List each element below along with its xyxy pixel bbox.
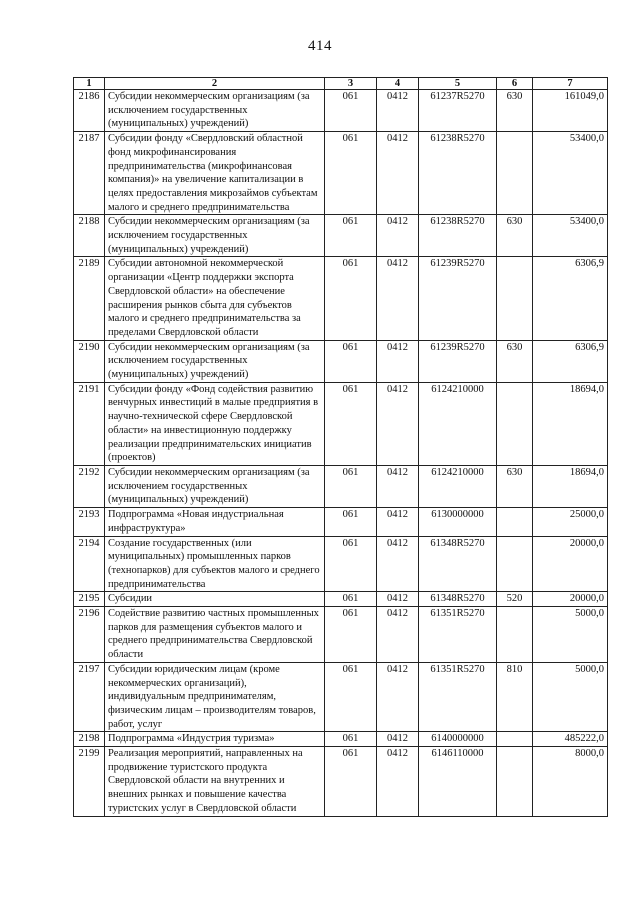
row-amount: 485222,0 bbox=[533, 732, 608, 747]
row-code-4: 0412 bbox=[377, 257, 419, 340]
row-code-5: 6124210000 bbox=[419, 465, 497, 507]
row-code-6: 630 bbox=[497, 215, 533, 257]
row-amount: 5000,0 bbox=[533, 662, 608, 732]
row-code-5: 6124210000 bbox=[419, 382, 497, 465]
row-code-6 bbox=[497, 747, 533, 817]
column-header: 3 bbox=[325, 78, 377, 90]
row-name: Субсидии некоммерческим организациям (за исключением государственных (муниципальных) учреждений) bbox=[105, 465, 325, 507]
row-code-5: 6130000000 bbox=[419, 508, 497, 536]
row-code-4: 0412 bbox=[377, 382, 419, 465]
row-amount: 53400,0 bbox=[533, 215, 608, 257]
row-code-5: 61351R5270 bbox=[419, 607, 497, 663]
row-code-3: 061 bbox=[325, 536, 377, 592]
row-code-3: 061 bbox=[325, 90, 377, 132]
row-code-5: 61237R5270 bbox=[419, 90, 497, 132]
row-amount: 18694,0 bbox=[533, 465, 608, 507]
row-name: Субсидии автономной некоммерческой организации «Центр поддержки экспорта Свердловской области» на обеспечение расширения рынков сбыта для субъектов малого и среднего предпринимательства за пределами Свердловской области bbox=[105, 257, 325, 340]
row-code-4: 0412 bbox=[377, 536, 419, 592]
row-name: Субсидии фонду «Свердловский областной фонд микрофинансирования предпринимательства (микрофинансовая компания)» на увеличение капитализации в целях предоставления микрозаймов субъектам малого и среднего предпринимательства bbox=[105, 132, 325, 215]
table-row bbox=[74, 662, 608, 732]
row-code-5: 61238R5270 bbox=[419, 215, 497, 257]
row-code-3: 061 bbox=[325, 465, 377, 507]
row-amount: 5000,0 bbox=[533, 607, 608, 663]
row-code-6: 810 bbox=[497, 662, 533, 732]
row-code-5: 6146110000 bbox=[419, 747, 497, 817]
row-name: Подпрограмма «Новая индустриальная инфраструктура» bbox=[105, 508, 325, 536]
row-number: 2186 bbox=[74, 90, 105, 132]
row-number: 2191 bbox=[74, 382, 105, 465]
row-code-6 bbox=[497, 536, 533, 592]
row-code-4: 0412 bbox=[377, 215, 419, 257]
row-amount: 161049,0 bbox=[533, 90, 608, 132]
table-row bbox=[74, 592, 608, 607]
row-name: Субсидии некоммерческим организациям (за исключением государственных (муниципальных) учреждений) bbox=[105, 215, 325, 257]
row-code-4: 0412 bbox=[377, 592, 419, 607]
row-number: 2192 bbox=[74, 465, 105, 507]
row-name: Субсидии фонду «Фонд содействия развитию венчурных инвестиций в малые предприятия в научно-технической сфере Свердловской области» на инвестиционную поддержку реализации предпринимательских инициатив (проектов) bbox=[105, 382, 325, 465]
row-code-5: 61239R5270 bbox=[419, 257, 497, 340]
table-row bbox=[74, 732, 608, 747]
row-amount: 53400,0 bbox=[533, 132, 608, 215]
row-code-4: 0412 bbox=[377, 747, 419, 817]
row-code-3: 061 bbox=[325, 607, 377, 663]
row-name: Субсидии юридическим лицам (кроме некоммерческих организаций), индивидуальным предпринимателям, физическим лицам – производителям товаров, работ, услуг bbox=[105, 662, 325, 732]
row-code-3: 061 bbox=[325, 382, 377, 465]
row-amount: 6306,9 bbox=[533, 257, 608, 340]
row-code-3: 061 bbox=[325, 340, 377, 382]
row-name: Реализация мероприятий, направленных на продвижение туристского продукта Свердловской области на внутренних и внешних рынках и повышение качества туристских услуг в Свердловской области bbox=[105, 747, 325, 817]
table-row bbox=[74, 215, 608, 257]
row-amount: 18694,0 bbox=[533, 382, 608, 465]
column-header: 6 bbox=[497, 78, 533, 90]
row-code-5: 61351R5270 bbox=[419, 662, 497, 732]
table-header-row bbox=[74, 78, 608, 90]
table-row bbox=[74, 536, 608, 592]
row-code-5: 6140000000 bbox=[419, 732, 497, 747]
column-header: 4 bbox=[377, 78, 419, 90]
table-row bbox=[74, 607, 608, 663]
table-body bbox=[74, 90, 608, 817]
row-code-3: 061 bbox=[325, 662, 377, 732]
row-number: 2199 bbox=[74, 747, 105, 817]
row-number: 2197 bbox=[74, 662, 105, 732]
column-header: 7 bbox=[533, 78, 608, 90]
row-code-6 bbox=[497, 732, 533, 747]
row-code-3: 061 bbox=[325, 257, 377, 340]
row-amount: 25000,0 bbox=[533, 508, 608, 536]
row-name: Содействие развитию частных промышленных парков для размещения субъектов малого и среднего предпринимательства Свердловской области bbox=[105, 607, 325, 663]
row-code-4: 0412 bbox=[377, 508, 419, 536]
table-row bbox=[74, 747, 608, 817]
row-number: 2190 bbox=[74, 340, 105, 382]
row-code-4: 0412 bbox=[377, 607, 419, 663]
row-name: Субсидии некоммерческим организациям (за исключением государственных (муниципальных) учреждений) bbox=[105, 90, 325, 132]
table-row bbox=[74, 465, 608, 507]
row-number: 2194 bbox=[74, 536, 105, 592]
row-number: 2188 bbox=[74, 215, 105, 257]
row-code-6: 630 bbox=[497, 340, 533, 382]
page-number: 414 bbox=[308, 38, 332, 54]
row-code-6 bbox=[497, 508, 533, 536]
row-code-4: 0412 bbox=[377, 340, 419, 382]
row-code-4: 0412 bbox=[377, 90, 419, 132]
row-code-3: 061 bbox=[325, 508, 377, 536]
row-code-5: 61239R5270 bbox=[419, 340, 497, 382]
table-row bbox=[74, 340, 608, 382]
table-row bbox=[74, 90, 608, 132]
row-code-4: 0412 bbox=[377, 465, 419, 507]
row-amount: 20000,0 bbox=[533, 592, 608, 607]
table-row bbox=[74, 508, 608, 536]
row-code-6 bbox=[497, 607, 533, 663]
row-code-3: 061 bbox=[325, 132, 377, 215]
row-number: 2198 bbox=[74, 732, 105, 747]
row-number: 2187 bbox=[74, 132, 105, 215]
budget-table bbox=[73, 77, 608, 817]
table-row bbox=[74, 257, 608, 340]
row-code-4: 0412 bbox=[377, 662, 419, 732]
row-number: 2195 bbox=[74, 592, 105, 607]
table-row bbox=[74, 382, 608, 465]
column-header: 1 bbox=[74, 78, 105, 90]
row-code-3: 061 bbox=[325, 732, 377, 747]
row-amount: 8000,0 bbox=[533, 747, 608, 817]
column-header: 5 bbox=[419, 78, 497, 90]
row-number: 2196 bbox=[74, 607, 105, 663]
row-code-5: 61238R5270 bbox=[419, 132, 497, 215]
row-number: 2189 bbox=[74, 257, 105, 340]
row-code-5: 61348R5270 bbox=[419, 536, 497, 592]
row-code-6: 630 bbox=[497, 90, 533, 132]
row-code-6: 630 bbox=[497, 465, 533, 507]
table-row bbox=[74, 132, 608, 215]
column-header: 2 bbox=[105, 78, 325, 90]
row-name: Подпрограмма «Индустрия туризма» bbox=[105, 732, 325, 747]
row-code-6 bbox=[497, 132, 533, 215]
row-name: Субсидии некоммерческим организациям (за исключением государственных (муниципальных) учреждений) bbox=[105, 340, 325, 382]
row-amount: 6306,9 bbox=[533, 340, 608, 382]
row-amount: 20000,0 bbox=[533, 536, 608, 592]
row-code-4: 0412 bbox=[377, 132, 419, 215]
row-name: Создание государственных (или муниципальных) промышленных парков (технопарков) для субъектов малого и среднего предпринимательства bbox=[105, 536, 325, 592]
row-name: Субсидии bbox=[105, 592, 325, 607]
row-code-6 bbox=[497, 257, 533, 340]
row-code-6 bbox=[497, 382, 533, 465]
row-code-3: 061 bbox=[325, 215, 377, 257]
row-code-3: 061 bbox=[325, 747, 377, 817]
row-number: 2193 bbox=[74, 508, 105, 536]
row-code-5: 61348R5270 bbox=[419, 592, 497, 607]
row-code-4: 0412 bbox=[377, 732, 419, 747]
row-code-6: 520 bbox=[497, 592, 533, 607]
row-code-3: 061 bbox=[325, 592, 377, 607]
